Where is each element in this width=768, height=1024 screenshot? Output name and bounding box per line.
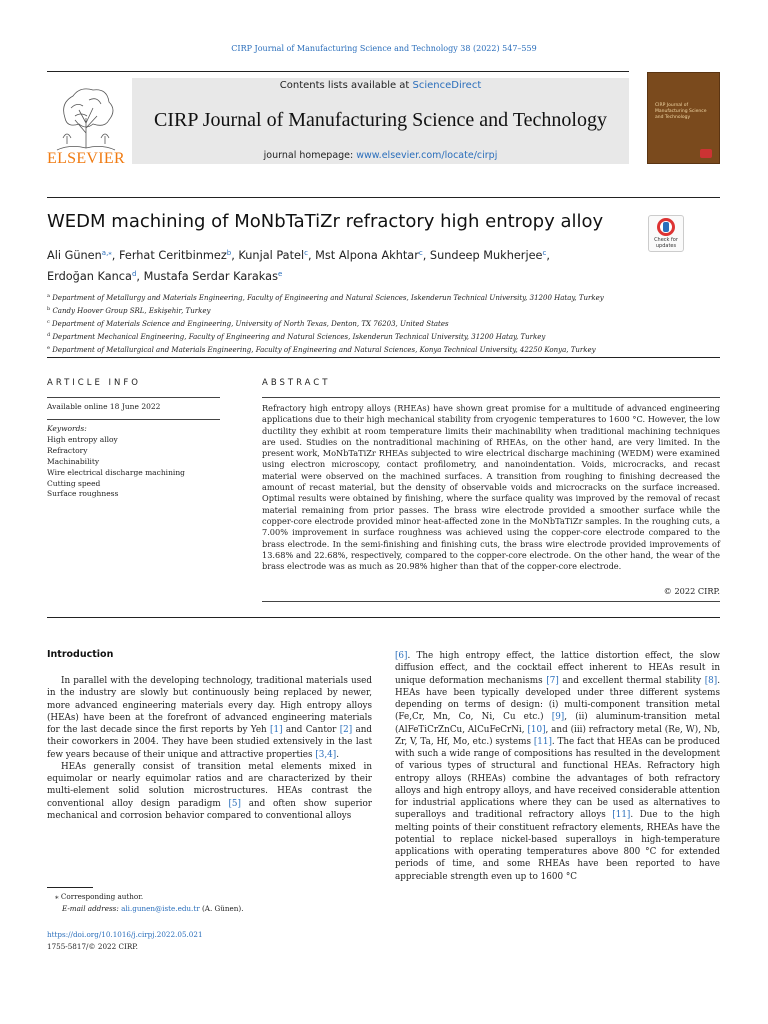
author-affil-link[interactable]: d: [131, 270, 137, 278]
journal-citation[interactable]: CIRP Journal of Manufacturing Science and Technology 38 (2022) 547–559: [231, 44, 537, 53]
sciencedirect-link[interactable]: ScienceDirect: [412, 80, 482, 91]
affiliation: $^a$ Department of Metallurgy and Materials Engineering, Faculty of Engineering and Natural Sciences, Iskenderun Technical University, 31200 Hatay, Turkey: [47, 293, 604, 302]
author-list: [47, 244, 687, 286]
citation-link[interactable]: [10]: [527, 724, 546, 735]
paragraph: [6]. The high entropy effect, the lattice distortion effect, the slow diffusion effect, and the cocktail effect inherent to HEAs result in unique deformation mechanisms [7] and excellent thermal stability [8]. HEAs have been typically developed under three different systems depending on terms of design: (i) multi-component transition metal (Fe,Cr, Mn, Co, Ni, Cu etc.) [9], (ii) aluminum-transition metal (AlFeTiCrZnCu, AlCuFeCrNi, [10], and (iii) refractory metal (Re, W), Nb, Zr, V, Ta, Hf, Mo, etc.) systems [11]. The fact that HEAs can be produced with such a wide range of compositions has resulted in the development of various types of structural and functional HEAs. Refractory high entropy alloys (RHEAs) combine the advantages of both refractory alloys and high entropy alloys, and have received considerable attention for industrial applications where they can be used as alternatives to superalloys and traditional refractory alloys [11]. Due to the high melting points of their constituent refractory elements, RHEAs have the potential to replace nickel-based superalloys in high-temperature applications with operating temperatures above 800 °C for extended periods of time, and some RHEAs have been reported to have appreciable strength even up to 1600 °C: [395, 651, 721, 882]
affiliation-list: [47, 291, 720, 356]
abstract-bottom-rule: [262, 601, 720, 602]
article-info-heading: ARTICLE INFO: [47, 378, 141, 388]
check-updates-bookmark-icon: [663, 222, 669, 232]
footnote-marker: ⁎: [55, 892, 59, 901]
affiliation: $^b$ Candy Hoover Group SRL, Eskişehir, Turkey: [47, 305, 211, 315]
affiliation-bottom-rule: [47, 357, 720, 358]
affiliation: $^c$ Department of Materials Science and Engineering, University of North Texas, Denton, TX 76203, United States: [47, 318, 449, 328]
article-info-rule: [47, 397, 220, 398]
homepage-prefix: journal homepage:: [263, 150, 357, 161]
issn-copyright: 1755-5817/© 2022 CIRP.: [47, 942, 138, 951]
keywords-label: Keywords:: [47, 424, 87, 433]
body-column-left: [47, 675, 372, 822]
abstract-heading: ABSTRACT: [262, 378, 331, 388]
citation-link[interactable]: [8]: [704, 675, 718, 686]
abstract-rule: [262, 397, 720, 398]
author-affil-link[interactable]: c: [542, 249, 547, 257]
citation-link[interactable]: [11]: [533, 736, 552, 747]
body-top-rule: [47, 617, 720, 618]
corresponding-author-note: ⁎ Corresponding author.: [55, 892, 144, 901]
author: Sundeep Mukherjee$^c$,: [429, 249, 550, 262]
available-online: Available online 18 June 2022: [47, 402, 161, 411]
title-top-rule: [47, 197, 720, 198]
citation-link[interactable]: [2]: [339, 725, 353, 735]
author: Ali Günen$^{a,⁎}$,: [47, 249, 119, 262]
paragraph: In parallel with the developing technology, traditional materials used in the industry are slowly but continuously being replaced by newer, more advanced engineering materials every day. High entropy alloys (HEAs) have been at the forefront of advanced engineering materials for the last decade since the first reports by Yeh [1] and Cantor [2] and their coworkers in 2004. They have been studied extensively in the last few years because of their unique and attractive properties [3,4].: [47, 676, 373, 760]
footnote-rule: [47, 887, 93, 888]
author: Ferhat Ceritbinmez$^b$,: [118, 249, 239, 262]
homepage-link[interactable]: www.elsevier.com/locate/cirpj: [356, 150, 498, 161]
citation-link[interactable]: [3,4]: [315, 749, 337, 760]
author: Kunjal Patel$^c$,: [238, 249, 316, 262]
affiliation: $^d$ Department Mechanical Engineering, Faculty of Engineering and Natural Sciences, Iskenderun Technical University, 31200 Hatay, Turkey: [47, 331, 546, 341]
paragraph: HEAs generally consist of transition metal elements mixed in equimolar or nearly equimolar ratios and are characterized by their multi-element solid solution microstructures. HEAs contrast the conventional alloy design paradigm [5] and often show superior mechanical and corrosion behavior compared to conventional alloys: [47, 761, 372, 821]
paper-title: WEDM machining of MoNbTaTiZr refractory high entropy alloy: [47, 211, 604, 232]
abstract-text: Refractory high entropy alloys (RHEAs) have shown great promise for a multitude of advanced engineering applications due to their high mechanical stability from cryogenic temperatures to 1600 °C. However, the low ductility they exhibit at room temperature limits their machinability when traditional machining techniques are used. Studies on the nontraditional machining of RHEAs, on the other hand, are very limited. In the present work, MoNbTaTiZr RHEAs subjected to wire electrical discharge machining (WEDM) were examined using electron microscopy, contact profilometry, and nanoindentation. Voids, microcracks, and recast material were observed on the machined surfaces. A transition from roughing to finishing decreased the amount of recast material, but the density of observable voids and microcracks on the surface increased. Optimal results were obtained by finishing, where the surface quality was improved by the removal of recast material remaining from prior passes. The brass wire electrode provided a smoother surface while the copper-core electrode provided minor heat-affected zone in the MoNbTaTiZr samples. In the roughing cuts, a 7.00% improvement in surface roughness was achieved using the copper-core electrode compared to the brass electrode. In the semi-finishing and finishing cuts, the brass wire electrode provided improvements of 13.68% and 22.68%, respectively, compared to the copper-core electrode. On the other hand, the wear of the brass electrode was as much as 20.98% higher than that of the copper-core electrode.: [262, 403, 720, 572]
email-link[interactable]: ali.gunen@iste.edu.tr: [121, 904, 200, 913]
keywords-block: [47, 424, 220, 500]
author-affil-link[interactable]: b: [226, 249, 232, 257]
journal-homepage-line: [132, 150, 629, 161]
affiliation: $^e$ Department of Metallurgical and Materials Engineering, Faculty of Engineering and Natural Sciences, Konya Technical University, 42250 Konya, Turkey: [47, 344, 596, 354]
author: Mustafa Serdar Karakas$^e$: [143, 270, 283, 283]
email-note: E-mail address: ali.gunen@iste.edu.tr (A. Günen).: [62, 904, 244, 913]
author: Mst Alpona Akhtar$^c$,: [315, 249, 430, 262]
citation-link[interactable]: [9]: [551, 712, 565, 723]
keyword: Machinability: [47, 456, 100, 466]
keyword: Surface roughness: [47, 489, 119, 499]
introduction-heading: Introduction: [47, 649, 114, 660]
cover-badge: [700, 149, 712, 158]
doi-link[interactable]: https://doi.org/10.1016/j.cirpj.2022.05.021: [47, 930, 203, 939]
citation-link[interactable]: [6]: [395, 651, 408, 661]
citation-link[interactable]: [1]: [270, 725, 283, 735]
keyword: Cutting speed: [47, 478, 101, 488]
header-rule: [47, 71, 629, 72]
citation-link[interactable]: [5]: [228, 798, 241, 809]
keyword: Wire electrical discharge machining: [47, 467, 185, 477]
contents-prefix: Contents lists available at: [279, 80, 413, 91]
abstract-copyright: © 2022 CIRP.: [663, 586, 720, 596]
author-affil-link[interactable]: a,⁎: [101, 249, 112, 257]
citation-link[interactable]: [11]: [612, 810, 631, 821]
author-affil-link[interactable]: e: [277, 270, 283, 278]
body-column-right: [395, 650, 720, 883]
keyword: High entropy alloy: [47, 434, 118, 444]
cover-title: CIRP Journal of Manufacturing Science and Technology: [655, 103, 707, 120]
check-updates-label: Check for updates: [654, 237, 678, 249]
contents-available-line: [132, 80, 629, 91]
author-affil-link[interactable]: c: [304, 249, 308, 257]
author: Erdoğan Kanca$^d$,: [47, 270, 144, 283]
journal-title: CIRP Journal of Manufacturing Science and Technology: [154, 109, 607, 131]
elsevier-wordmark: ELSEVIER: [47, 150, 125, 167]
author-affil-link[interactable]: c: [418, 249, 423, 257]
keywords-rule: [47, 419, 220, 420]
keyword: Refractory: [47, 445, 88, 455]
citation-link[interactable]: [7]: [546, 675, 559, 686]
